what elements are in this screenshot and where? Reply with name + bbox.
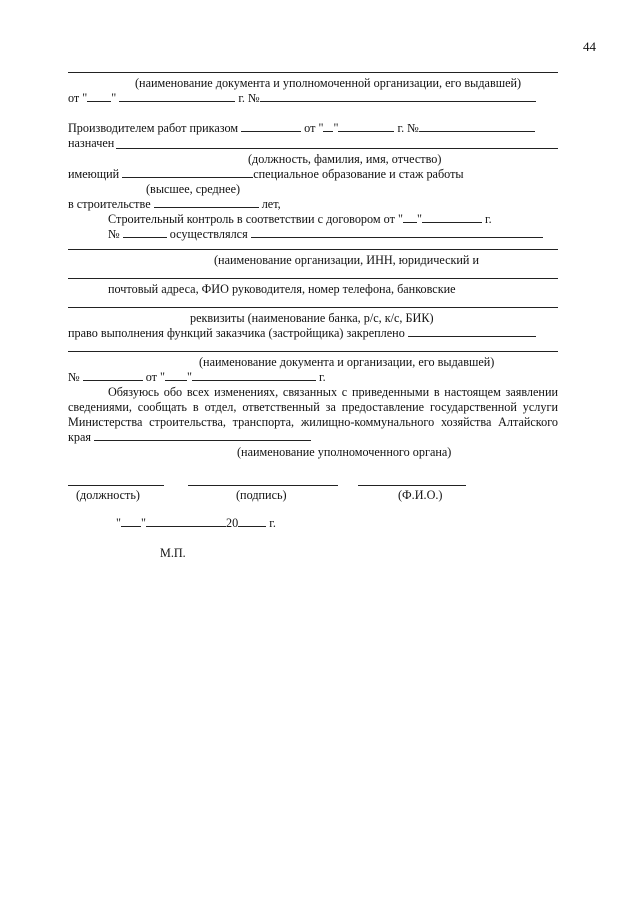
position-blank[interactable]: [68, 485, 164, 486]
performed-line: № осуществлялся: [108, 227, 543, 241]
appointed-blank[interactable]: [116, 148, 558, 149]
customer-functions-line: право выполнения функций заказчика (застройщика) закреплено: [68, 326, 536, 340]
obligation-line-4: края: [68, 430, 311, 444]
signing-date-line: " " 20 г.: [116, 516, 276, 530]
doc-underline: [68, 72, 558, 73]
years-blank[interactable]: [154, 197, 259, 208]
authority-caption: (наименование уполномоченного органа): [237, 445, 452, 459]
stamp-place: М.П.: [160, 546, 186, 560]
doc-caption: (наименование документа и уполномоченной организации, его выдавшей): [135, 76, 522, 90]
organization-blank-2[interactable]: [68, 249, 558, 250]
full-name-blank[interactable]: [358, 485, 466, 486]
organization-caption-1: (наименование организации, ИНН, юридический и: [214, 253, 480, 267]
work-producer-line: Производителем работ приказом от " " г. №: [68, 121, 535, 135]
organization-blank-3[interactable]: [68, 278, 558, 279]
signature-blank[interactable]: [188, 485, 338, 486]
organization-blank-4[interactable]: [68, 307, 558, 308]
signing-month-blank[interactable]: [146, 516, 226, 527]
document-blank[interactable]: [68, 351, 558, 352]
position-caption: (должность): [76, 488, 140, 502]
doc-date-line: от " " г. №: [68, 91, 536, 105]
construction-control-line: Строительный контроль в соответствии с договором от " " г.: [108, 212, 492, 226]
month-blank[interactable]: [119, 91, 235, 102]
signing-year-blank[interactable]: [238, 516, 266, 527]
appointed-caption: (должность, фамилия, имя, отчество): [248, 152, 442, 166]
appointed-label: назначен: [68, 136, 115, 150]
organization-blank[interactable]: [251, 227, 543, 238]
document-caption: (наименование документа и организации, его выдавшей): [199, 355, 495, 369]
number-blank[interactable]: [260, 91, 536, 102]
day-blank[interactable]: [87, 91, 111, 102]
education-blank[interactable]: [122, 167, 253, 178]
customer-functions-blank[interactable]: [408, 326, 536, 337]
full-name-caption: (Ф.И.О.): [398, 488, 443, 502]
experience-line: в строительстве лет,: [68, 197, 281, 211]
signing-day-blank[interactable]: [121, 516, 141, 527]
education-caption: (высшее, среднее): [146, 182, 241, 196]
bank-details-caption: реквизиты (наименование банка, р/с, к/с, БИК): [190, 311, 434, 325]
authority-blank[interactable]: [94, 430, 311, 441]
education-line: имеющий специальное образование и стаж работы: [68, 167, 464, 181]
signature-caption: (подпись): [236, 488, 287, 502]
obligation-line-2: сведениями, сообщать в отдел, ответственный за предоставление государственной услуги: [68, 400, 558, 414]
obligation-line-1: Обязуюсь обо всех изменениях, связанных с приведенными в настоящем заявлении: [108, 385, 558, 399]
organization-caption-2: почтовый адреса, ФИО руководителя, номер телефона, банковские: [108, 282, 456, 296]
page-number: 44: [583, 39, 596, 54]
order-blank[interactable]: [241, 121, 301, 132]
document-number-line: № от " " г.: [68, 370, 326, 384]
obligation-line-3: Министерства строительства, транспорта, жилищно-коммунального хозяйства Алтайского: [68, 415, 558, 429]
